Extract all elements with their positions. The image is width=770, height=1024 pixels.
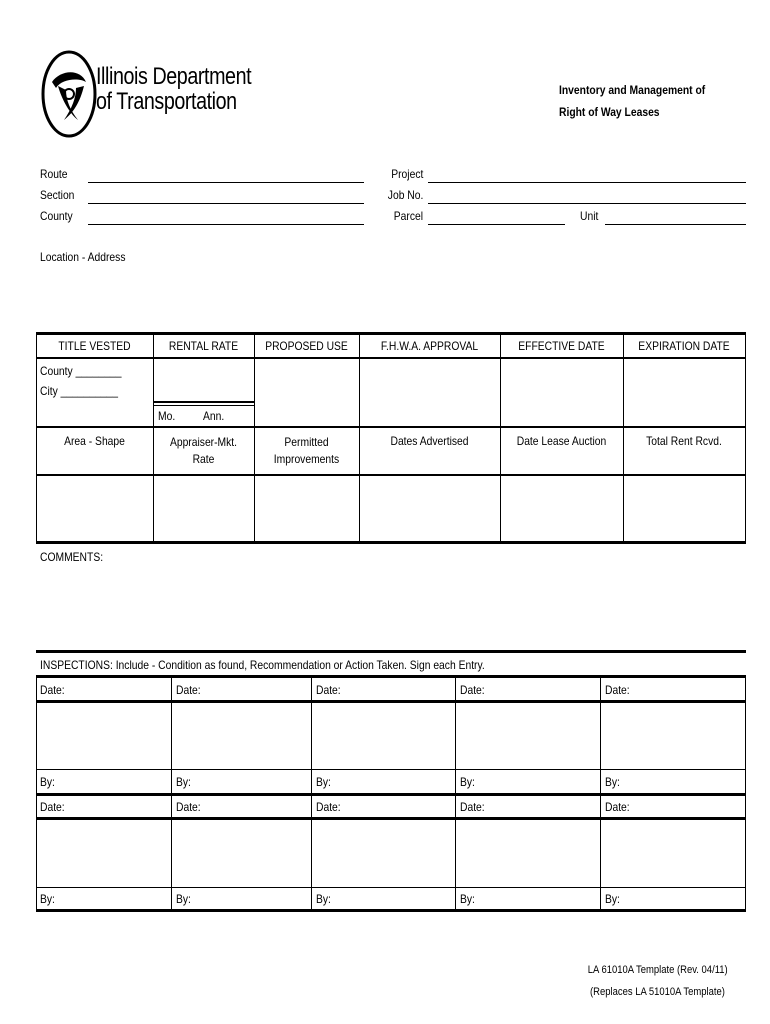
route-field[interactable]	[88, 182, 364, 183]
col-proposed-use: PROPOSED USE	[265, 339, 348, 353]
rental-ann-label: Ann.	[203, 409, 225, 423]
inspections-header: INSPECTIONS: Include - Condition as found, Recommendation or Action Taken. Sign each Entry.	[40, 658, 485, 672]
org-name	[96, 64, 285, 114]
idot-emblem-icon	[40, 48, 98, 140]
col-area-shape: Area - Shape	[64, 434, 125, 448]
parcel-label: Parcel	[393, 209, 423, 223]
inspection-date-6[interactable]: Date:	[40, 800, 65, 814]
col-total-rent-rcvd: Total Rent Rcvd.	[646, 434, 722, 448]
col-rental-rate: RENTAL RATE	[168, 339, 239, 353]
inspection-by-8[interactable]: By:	[316, 892, 331, 906]
section-field[interactable]	[88, 203, 364, 204]
org-line-1: Illinois Department	[96, 63, 252, 90]
col-fhwa-approval: F.H.W.A. APPROVAL	[380, 339, 479, 353]
job-no-field[interactable]	[428, 203, 746, 204]
footer-replaces: (Replaces LA 51010A Template)	[590, 986, 725, 998]
inspection-date-5[interactable]: Date:	[605, 683, 630, 697]
parcel-field[interactable]	[428, 224, 565, 225]
inspection-date-8[interactable]: Date:	[316, 800, 341, 814]
inspection-by-5[interactable]: By:	[605, 775, 620, 789]
col-permitted-improvements: Permitted Improvements	[273, 435, 340, 466]
inspection-date-9[interactable]: Date:	[460, 800, 485, 814]
route-label: Route	[40, 167, 68, 181]
inspection-by-2[interactable]: By:	[176, 775, 191, 789]
unit-field[interactable]	[605, 224, 746, 225]
section-label: Section	[40, 188, 75, 202]
county-line[interactable]: County ________	[40, 364, 122, 378]
unit-label: Unit	[580, 209, 599, 223]
inspection-date-2[interactable]: Date:	[176, 683, 201, 697]
inspection-date-3[interactable]: Date:	[316, 683, 341, 697]
project-field[interactable]	[428, 182, 746, 183]
inspection-by-3[interactable]: By:	[316, 775, 331, 789]
inspection-by-10[interactable]: By:	[605, 892, 620, 906]
city-line[interactable]: City __________	[40, 384, 119, 398]
inspection-date-1[interactable]: Date:	[40, 683, 65, 697]
rental-mo-label: Mo.	[158, 409, 176, 423]
inspection-date-4[interactable]: Date:	[460, 683, 485, 697]
county-label: County	[40, 209, 73, 223]
inspection-by-9[interactable]: By:	[460, 892, 475, 906]
project-label: Project	[390, 167, 423, 181]
col-appraiser-mkt-rate: Appraiser-Mkt. Rate	[169, 435, 238, 466]
footer-form-number: LA 61010A Template (Rev. 04/11)	[588, 964, 728, 976]
comments-label: COMMENTS:	[40, 550, 104, 564]
idot-logo	[40, 48, 250, 140]
inspection-by-4[interactable]: By:	[460, 775, 475, 789]
inspection-date-7[interactable]: Date:	[176, 800, 201, 814]
col-title-vested: TITLE VESTED	[58, 339, 131, 353]
inspection-by-7[interactable]: By:	[176, 892, 191, 906]
col-effective-date: EFFECTIVE DATE	[518, 339, 605, 353]
form-title-line-2: Right of Way Leases	[559, 105, 660, 119]
col-date-lease-auction: Date Lease Auction	[516, 434, 607, 448]
inspection-date-10[interactable]: Date:	[605, 800, 630, 814]
col-expiration-date: EXPIRATION DATE	[638, 339, 730, 353]
county-field[interactable]	[88, 224, 364, 225]
inspection-by-1[interactable]: By:	[40, 775, 55, 789]
form-title-line-1: Inventory and Management of	[559, 83, 706, 97]
org-line-2: of Transportation	[96, 88, 237, 115]
location-address-label: Location - Address	[40, 250, 126, 264]
col-dates-advertised: Dates Advertised	[390, 434, 469, 448]
inspection-by-6[interactable]: By:	[40, 892, 55, 906]
job-no-label: Job No.	[387, 188, 423, 202]
